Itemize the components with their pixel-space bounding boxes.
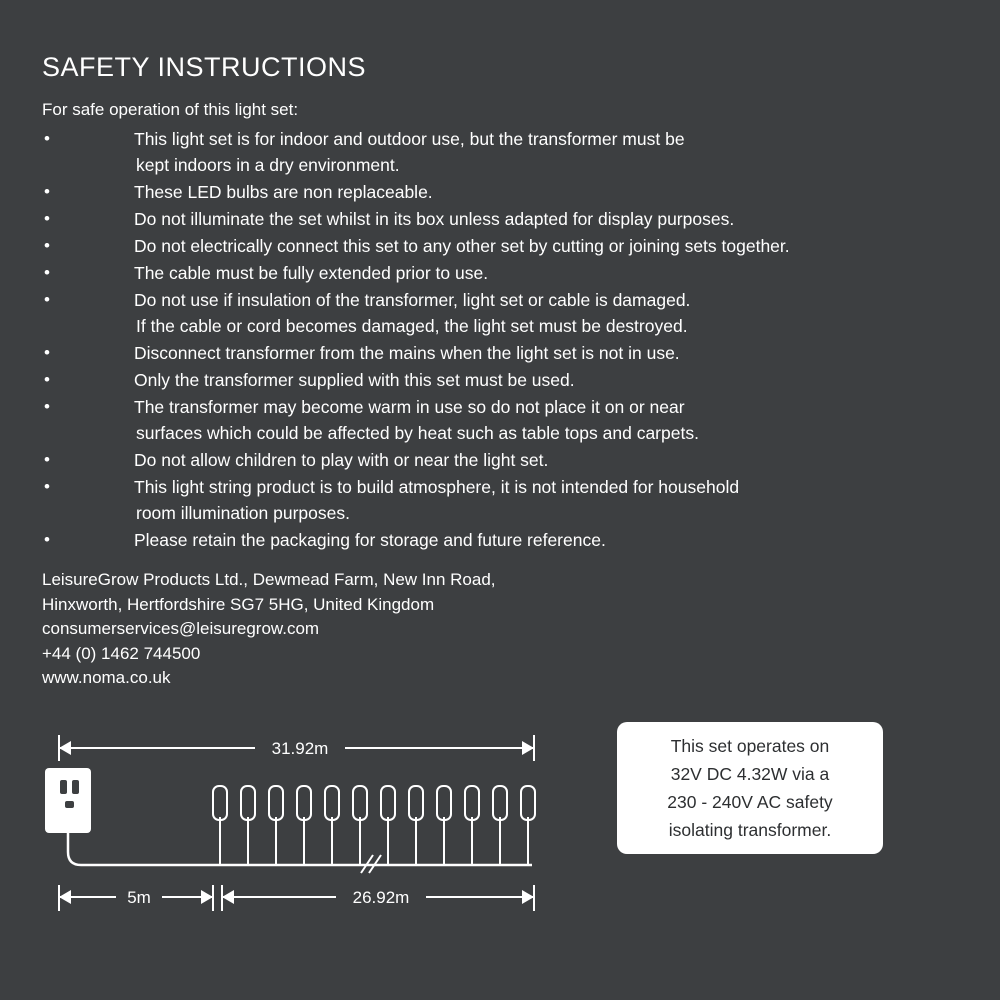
bullet-line-1: Do not allow children to play with or near the light set.: [134, 450, 549, 470]
bullet-marker: •: [44, 209, 50, 228]
list-item: [42, 474, 922, 526]
list-item: [42, 527, 922, 553]
company-phone: +44 (0) 1462 744500: [42, 643, 201, 663]
callout-line-3: 230 - 240V AC safety: [667, 792, 833, 812]
bullet-body: [134, 340, 922, 366]
bullet-line-1: Please retain the packaging for storage and future reference.: [134, 530, 606, 550]
list-item: [42, 206, 922, 232]
list-item: [42, 447, 922, 473]
bullet-line-1: This light string product is to build atmosphere, it is not intended for household: [134, 477, 740, 497]
list-item: [42, 260, 922, 286]
lit-length-label: 26.92m: [352, 888, 410, 907]
bullet-body: [134, 527, 922, 553]
bullet-body: [134, 287, 922, 339]
list-item: [42, 179, 922, 205]
bullet-line-1: This light set is for indoor and outdoor use, but the transformer must be: [134, 129, 685, 149]
bullet-marker: •: [44, 450, 50, 469]
bullet-body: [134, 474, 922, 526]
bullet-marker: •: [44, 182, 50, 201]
list-item: [42, 126, 922, 178]
bullet-body: [134, 260, 922, 286]
power-spec-callout: [617, 722, 883, 854]
bullet-body: [134, 233, 922, 259]
bullet-line-2: surfaces which could be affected by heat such as table tops and carpets.: [136, 423, 699, 443]
safety-bullet-list: [42, 126, 922, 554]
list-item: [42, 340, 922, 366]
bullet-line-1: Do not illuminate the set whilst in its box unless adapted for display purposes.: [134, 209, 735, 229]
bullet-marker: •: [44, 397, 50, 416]
bullet-marker: •: [44, 477, 50, 496]
lead-length-label: 5m: [127, 888, 151, 907]
bullet-body: [134, 447, 922, 473]
bullet-marker: •: [44, 530, 50, 549]
bullet-marker: •: [44, 236, 50, 255]
bullet-body: [134, 206, 922, 232]
callout-line-4: isolating transformer.: [668, 820, 832, 840]
bullet-line-1: These LED bulbs are non replaceable.: [134, 182, 433, 202]
bullet-line-1: The transformer may become warm in use so do not place it on or near: [134, 397, 685, 417]
bullet-marker: •: [44, 263, 50, 282]
bullet-marker: •: [44, 290, 50, 309]
bullet-line-2: room illumination purposes.: [136, 503, 350, 523]
callout-line-1: This set operates on: [670, 736, 830, 756]
list-item: [42, 367, 922, 393]
bullet-marker: •: [44, 370, 50, 389]
bullet-line-1: Disconnect transformer from the mains when the light set is not in use.: [134, 343, 680, 363]
bullet-line-1: Do not use if insulation of the transformer, light set or cable is damaged.: [134, 290, 691, 310]
bullet-body: [134, 394, 922, 446]
bullet-line-2: If the cable or cord becomes damaged, the light set must be destroyed.: [136, 316, 688, 336]
bullet-body: [134, 367, 922, 393]
bullet-marker: •: [44, 343, 50, 362]
intro-text: For safe operation of this light set:: [42, 100, 299, 119]
bullet-line-2: kept indoors in a dry environment.: [136, 155, 400, 175]
company-address-line-1: LeisureGrow Products Ltd., Dewmead Farm, New Inn Road,: [42, 570, 496, 589]
company-address-line-2: Hinxworth, Hertfordshire SG7 5HG, United Kingdom: [42, 594, 435, 614]
list-item: [42, 394, 922, 446]
bullet-line-1: Only the transformer supplied with this set must be used.: [134, 370, 575, 390]
total-length-label: 31.92m: [271, 739, 329, 758]
callout-line-2: 32V DC 4.32W via a: [670, 764, 830, 784]
list-item: [42, 287, 922, 339]
list-item: [42, 233, 922, 259]
bullet-marker: •: [44, 129, 50, 148]
page-title: SAFETY INSTRUCTIONS: [42, 52, 367, 82]
bullet-body: [134, 179, 922, 205]
transformer-plug-icon: [45, 768, 91, 833]
bullet-line-1: The cable must be fully extended prior to use.: [134, 263, 489, 283]
company-address-block: [42, 568, 496, 691]
company-website: www.noma.co.uk: [42, 668, 171, 687]
bullet-body: [134, 126, 922, 178]
company-email: consumerservices@leisuregrow.com: [42, 619, 320, 638]
light-set-diagram: [40, 725, 560, 925]
bullet-line-1: Do not electrically connect this set to any other set by cutting or joining sets together.: [134, 236, 790, 256]
